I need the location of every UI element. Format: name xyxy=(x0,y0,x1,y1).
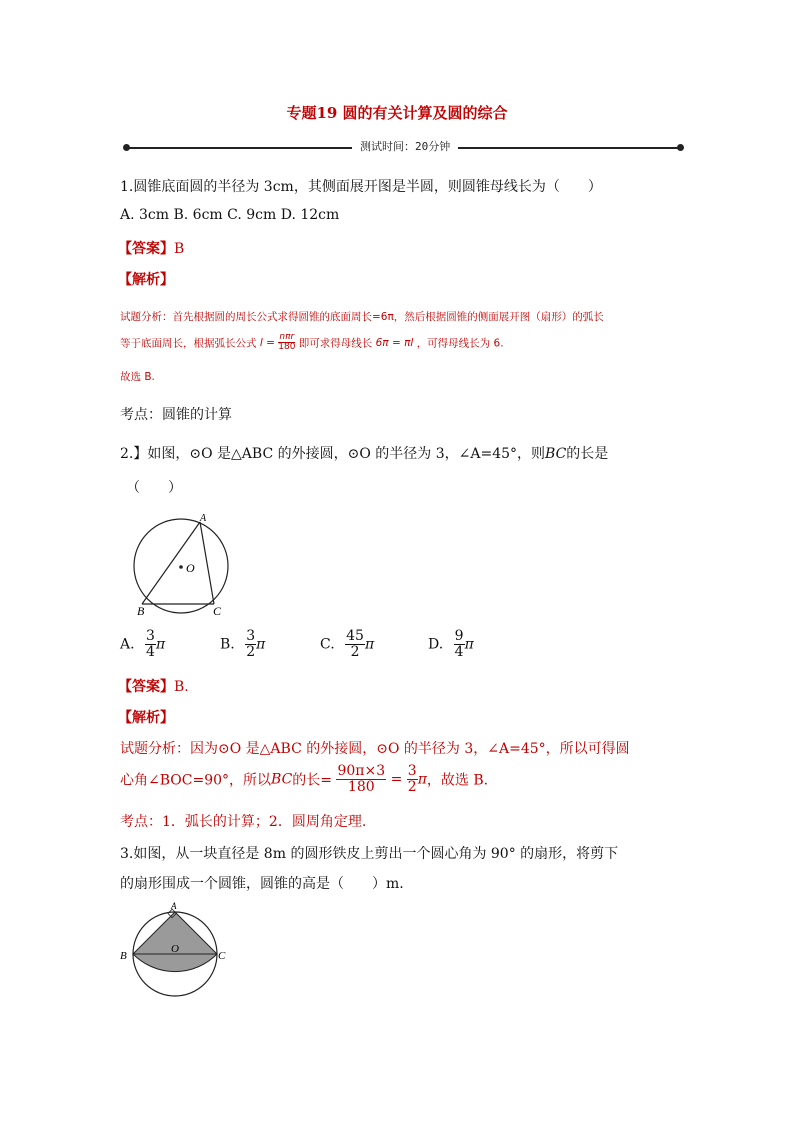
analysis-text: ，可得母线长为 6. xyxy=(416,337,504,350)
label-a: A xyxy=(171,901,177,911)
formula-l: l = xyxy=(259,337,275,350)
q2-option-a xyxy=(120,629,165,660)
fraction-denominator: 4 xyxy=(146,643,155,660)
q2-analysis-label: 【解析】 xyxy=(118,710,174,726)
label-b: B xyxy=(120,950,127,962)
fraction-denominator: 2 xyxy=(246,643,256,660)
analysis-text: ，故选 B. xyxy=(426,772,489,789)
pi-symbol: π xyxy=(417,771,427,788)
label-a: A xyxy=(200,513,207,524)
stem-text: 2.】如图，⊙O 是△ABC 的外接圆，⊙O 的半径为 3，∠A=45°，则 xyxy=(120,446,546,462)
q1-options: A. 3cm B. 6cm C. 9cm D. 12cm xyxy=(120,207,340,223)
rule-right-dot xyxy=(677,144,684,151)
fraction-denominator: 2 xyxy=(350,643,360,660)
q2-option-c xyxy=(320,629,374,660)
pi-symbol: π xyxy=(464,636,474,653)
equals-sign: = xyxy=(390,771,403,788)
q2-option-b xyxy=(220,629,265,660)
answer-label: 【答案】 xyxy=(118,241,174,257)
arc-bc: BC xyxy=(545,446,567,462)
fraction-numerator: nπr xyxy=(279,332,295,342)
pi-symbol: π xyxy=(155,636,166,653)
option-fraction xyxy=(245,629,256,660)
fraction-numerator: 3 xyxy=(246,628,256,644)
side-ac xyxy=(200,522,214,604)
fraction-numerator: 3 xyxy=(407,763,417,779)
fraction-numerator: 45 xyxy=(346,628,364,644)
fraction-denominator: 180 xyxy=(278,342,296,353)
fraction-numerator: 3 xyxy=(146,628,155,644)
analysis-text: 即可求得母线长 xyxy=(298,337,373,350)
arc-bc: BC xyxy=(271,771,293,788)
q2-analysis-line1: 试题分析：因为⊙O 是△ABC 的外接圆，⊙O 的半径为 3，∠A=45°，所以可得圆 xyxy=(120,741,630,757)
q1-answer xyxy=(118,238,184,258)
fraction-denominator: 4 xyxy=(454,643,464,660)
pi-symbol: π xyxy=(256,636,266,653)
page-title: 专题19 圆的有关计算及圆的综合 xyxy=(286,104,508,122)
q2-option-d xyxy=(428,629,474,660)
label-o: O xyxy=(171,943,179,955)
test-time: 测试时间：20分钟 xyxy=(352,138,458,154)
rule-left-dot xyxy=(123,144,130,151)
label-b: B xyxy=(137,604,145,618)
q3-sector-diagram xyxy=(118,898,233,1000)
label-c: C xyxy=(213,604,222,618)
equation: 6π = πl xyxy=(375,337,414,350)
arc-length-fraction xyxy=(336,764,386,795)
label-o: O xyxy=(186,561,195,575)
option-letter: B. xyxy=(220,636,235,653)
q1-analysis-line2 xyxy=(120,333,504,353)
fraction-numerator: 90π×3 xyxy=(337,763,386,779)
option-letter: C. xyxy=(320,636,335,653)
option-fraction xyxy=(345,629,365,660)
fraction-numerator: 9 xyxy=(454,628,464,644)
fraction-denominator: 2 xyxy=(407,778,417,795)
answer-label: 【答案】 xyxy=(118,679,174,695)
q3-stem-line2: 的扇形围成一个圆锥，圆锥的高是（ ）m. xyxy=(120,876,404,892)
analysis-text: 等于底面周长，根据弧长公式 xyxy=(120,337,257,350)
answer-value: B. xyxy=(174,679,189,695)
option-fraction xyxy=(145,629,156,660)
answer-value: B xyxy=(174,241,185,257)
q2-circle-diagram xyxy=(125,508,240,620)
analysis-text: 心角∠BOC=90°，所以 xyxy=(120,772,272,789)
q2-answer xyxy=(118,676,189,696)
q1-stem: 1.圆锥底面圆的半径为 3cm，其侧面展开图是半圆，则圆锥母线长为（ ） xyxy=(120,179,602,195)
analysis-text: 的长= xyxy=(292,772,333,789)
fraction-denominator: 180 xyxy=(347,778,375,795)
option-fraction xyxy=(454,629,465,660)
label-c: C xyxy=(218,950,226,962)
sector-shape xyxy=(133,912,217,972)
arc-formula-fraction xyxy=(278,333,295,353)
pi-symbol: π xyxy=(364,636,375,653)
q2-analysis-line2 xyxy=(120,764,488,795)
q1-analysis-label: 【解析】 xyxy=(118,272,174,288)
center-point xyxy=(179,565,183,569)
option-letter: A. xyxy=(120,636,135,653)
q3-stem-line1: 3.如图，从一块直径是 8m 的圆形铁皮上剪出一个圆心角为 90° 的扇形，将剪下 xyxy=(120,846,619,862)
q2-stem-line2: （ ） xyxy=(126,480,182,496)
q1-analysis-line3: 故选 B. xyxy=(120,371,155,383)
stem-text-end: 的长是 xyxy=(566,446,609,462)
result-fraction xyxy=(407,764,418,795)
option-letter: D. xyxy=(428,636,444,653)
q2-stem xyxy=(120,443,608,463)
q2-kaodian: 考点：1．弧长的计算；2．圆周角定理. xyxy=(120,814,367,830)
q1-kaodian: 考点：圆锥的计算 xyxy=(120,407,232,423)
q1-analysis-line1: 试题分析：首先根据圆的周长公式求得圆锥的底面周长=6π，然后根据圆锥的侧面展开图（扇形）的弧长 xyxy=(120,311,604,323)
